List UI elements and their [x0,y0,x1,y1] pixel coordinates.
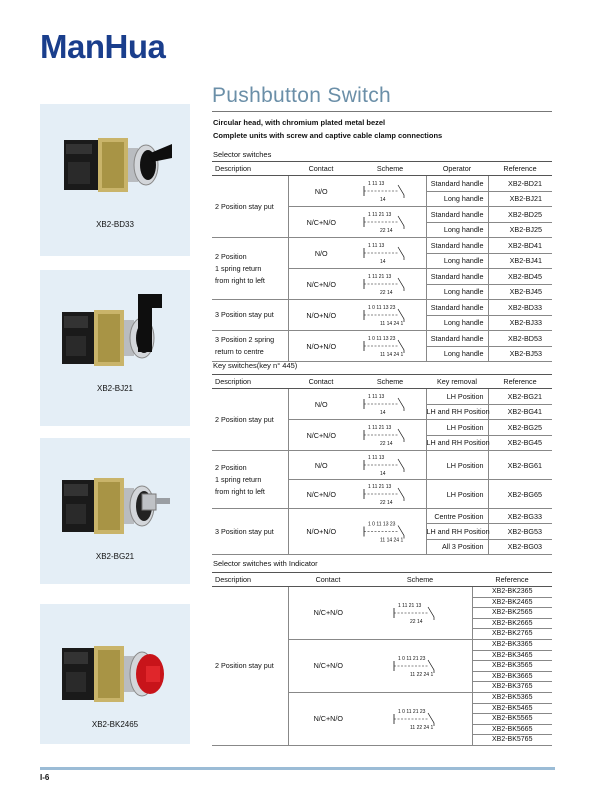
contact-scheme-diagram [358,269,422,299]
product-caption: XB2-BG21 [95,552,135,561]
row-operator: Standard handle [426,207,488,223]
contact-scheme-diagram [358,238,422,268]
column-header: Contact [288,162,354,176]
row-reference: XB2-BJ45 [488,284,552,300]
contact-scheme-diagram [388,593,452,633]
scheme-top-label: 1 11 21 13 [367,484,392,490]
row-operator: Long handle [426,315,488,331]
row-reference: XB2-BJ53 [488,346,552,362]
key-switch-image [58,458,178,542]
row-reference: XB2-BD45 [488,269,552,285]
row-reference: XB2-BK5665 [472,724,552,735]
row-reference: XB2-BK5765 [472,735,552,746]
row-contact: N/C+N/O [288,639,368,692]
scheme-bottom-label: 11 14 24 1 [379,321,404,327]
scheme-bottom-label: 14 [379,259,386,265]
page-title: Pushbutton Switch [212,84,392,107]
row-contact: N/C+N/O [288,480,354,509]
row-reference: XB2-BD53 [488,331,552,347]
row-contact: N/O+N/O [288,300,354,331]
scheme-bottom-label: 22 14 [409,618,423,625]
column-header: Operator [426,162,488,176]
key-switch-table [212,374,552,555]
contact-scheme-diagram [358,176,422,206]
row-reference: XB2-BK2365 [472,587,552,598]
contact-scheme-diagram [358,451,422,479]
row-operator: LH Position [426,420,488,436]
row-contact: N/C+N/O [288,269,354,300]
row-description: 2 Position 1 spring return from right to left [212,451,288,509]
page-number: I-6 [40,773,50,782]
scheme-bottom-label: 22 14 [379,228,393,234]
column-header: Contact [288,573,368,587]
row-description: 3 Position stay put [212,300,288,331]
row-contact: N/O [288,238,354,269]
product-panel-2 [40,270,190,426]
row-operator: LH and RH Position [426,404,488,420]
scheme-bottom-label: 14 [379,197,386,203]
row-scheme [354,300,426,331]
row-reference: XB2-BG25 [488,420,552,436]
section-title-indicator: Selector switches with Indicator [213,559,318,568]
contact-scheme-diagram [358,300,422,330]
scheme-top-label: 1 11 21 13 [367,274,392,280]
scheme-top-label: 1 11 13 [367,394,385,400]
contact-scheme-diagram [358,509,422,554]
row-reference: XB2-BG03 [488,539,552,554]
column-header: Description [212,162,288,176]
scheme-bottom-label: 14 [379,410,386,416]
row-operator: Standard handle [426,300,488,316]
row-description: 3 Position 2 spring return to centre [212,331,288,362]
row-operator: Long handle [426,222,488,238]
row-scheme [354,331,426,362]
row-operator: All 3 Position [426,539,488,554]
row-scheme [368,639,472,692]
column-header: Description [212,573,288,587]
column-header: Contact [288,375,354,389]
row-scheme [354,389,426,420]
row-contact: N/O+N/O [288,509,354,555]
scheme-top-label: 1 0 11 21 23 [397,708,426,715]
row-scheme [368,692,472,745]
row-reference: XB2-BJ41 [488,253,552,269]
column-header: Scheme [354,162,426,176]
row-description: 2 Position 1 spring return from right to left [212,238,288,300]
contact-symbol [428,607,434,620]
row-reference: XB2-BD25 [488,207,552,223]
row-operator: Centre Position [426,509,488,524]
product-panel-1 [40,104,190,256]
selector-switch-table [212,161,552,362]
row-reference: XB2-BG45 [488,435,552,451]
row-operator: LH Position [426,451,488,480]
table-header-row [212,162,552,176]
row-reference: XB2-BK2565 [472,608,552,619]
table-row [212,451,552,480]
indicator-switch-image [58,626,178,710]
row-operator: Long handle [426,284,488,300]
row-reference: XB2-BK3565 [472,661,552,672]
contact-scheme-diagram [358,480,422,508]
product-caption: XB2-BD33 [96,220,134,229]
row-operator: Long handle [426,191,488,207]
row-contact: N/O [288,176,354,207]
row-scheme [354,451,426,480]
row-scheme [368,587,472,640]
contact-scheme-diagram [358,389,422,419]
row-reference: XB2-BJ25 [488,222,552,238]
row-contact: N/C+N/O [288,420,354,451]
contact-symbol [398,488,404,501]
row-reference: XB2-BJ21 [488,191,552,207]
row-operator: Standard handle [426,269,488,285]
scheme-bottom-label: 14 [379,471,386,477]
scheme-top-label: 1 11 13 [367,243,385,249]
row-description: 2 Position stay put [212,389,288,451]
row-reference: XB2-BK3765 [472,682,552,693]
product-caption: XB2-BK2465 [91,720,139,729]
section-title-selector: Selector switches [213,150,272,159]
contact-symbol [398,216,404,229]
row-contact: N/C+N/O [288,587,368,640]
contact-symbol [398,185,404,198]
scheme-top-label: 1 11 13 [367,455,385,461]
contact-scheme-diagram [358,331,422,361]
row-operator: LH and RH Position [426,435,488,451]
product-panel-3 [40,438,190,584]
row-reference: XB2-BJ33 [488,315,552,331]
row-contact: N/C+N/O [288,207,354,238]
scheme-top-label: 1 11 21 13 [397,602,422,609]
row-reference: XB2-BG33 [488,509,552,524]
row-reference: XB2-BG41 [488,404,552,420]
scheme-bottom-label: 22 14 [379,500,393,506]
row-reference: XB2-BK5465 [472,703,552,714]
subheading-1: Circular head, with chromium plated metal bezel [213,118,386,127]
row-description: 2 Position stay put [212,176,288,238]
contact-scheme-diagram [388,699,452,739]
column-header: Scheme [354,375,426,389]
row-reference: XB2-BG53 [488,524,552,539]
row-reference: XB2-BK5365 [472,692,552,703]
row-scheme [354,420,426,451]
row-scheme [354,176,426,207]
row-operator: Long handle [426,253,488,269]
contact-symbol [398,429,404,442]
row-reference: XB2-BK2465 [472,597,552,608]
product-caption: XB2-BJ21 [96,384,134,393]
scheme-bottom-label: 11 14 24 1 [379,537,404,544]
scheme-bottom-label: 11 14 24 1 [379,352,404,358]
scheme-top-label: 1 11 21 13 [367,212,392,218]
scheme-top-label: 1 11 13 [367,181,385,187]
indicator-switch-table [212,572,552,746]
column-header: Scheme [368,573,472,587]
row-reference: XB2-BK3665 [472,671,552,682]
scheme-bottom-label: 22 14 [379,441,393,447]
row-contact: N/C+N/O [288,692,368,745]
column-header: Key removal [426,375,488,389]
table-row [212,300,552,316]
table-row [212,389,552,405]
contact-symbol [398,278,404,291]
scheme-top-label: 1 0 11 21 23 [397,655,426,662]
row-operator: Standard handle [426,331,488,347]
contact-scheme-diagram [388,646,452,686]
scheme-top-label: 1 0 11 13 23 [367,305,396,311]
row-reference: XB2-BD21 [488,176,552,192]
contact-scheme-diagram [358,420,422,450]
column-header: Reference [472,573,552,587]
row-reference: XB2-BK3465 [472,650,552,661]
row-contact: N/O [288,389,354,420]
footer-divider [40,767,555,770]
section-title-key: Key switches(key n° 445) [213,361,298,370]
brand-logo: ManHua [40,28,166,65]
row-operator: LH Position [426,480,488,509]
table-row [212,331,552,347]
scheme-top-label: 1 0 11 13 23 [367,336,396,342]
row-scheme [354,480,426,509]
row-reference: XB2-BG61 [488,451,552,480]
subheading-2: Complete units with screw and captive cable clamp connections [213,131,443,140]
row-operator: LH and RH Position [426,524,488,539]
row-scheme [354,238,426,269]
long-handle-switch-image [58,290,178,374]
row-description: 2 Position stay put [212,587,288,746]
column-header: Description [212,375,288,389]
row-operator: Standard handle [426,176,488,192]
row-reference: XB2-BK2765 [472,629,552,640]
row-reference: XB2-BG21 [488,389,552,405]
contact-symbol [398,398,404,411]
title-divider [212,111,552,112]
column-header: Reference [488,375,552,389]
table-header-row [212,573,552,587]
product-panel-4 [40,604,190,744]
row-reference: XB2-BK2665 [472,618,552,629]
selector-switch-image [60,122,175,204]
table-row [212,509,552,524]
contact-symbol [398,247,404,260]
row-reference: XB2-BG65 [488,480,552,509]
scheme-bottom-label: 11 22 24 1 [409,671,434,678]
row-contact: N/O [288,451,354,480]
contact-symbol [398,459,404,472]
row-contact: N/O+N/O [288,331,354,362]
table-row [212,587,552,598]
row-scheme [354,269,426,300]
row-reference: XB2-BK5565 [472,714,552,725]
contact-scheme-diagram [358,207,422,237]
table-row [212,176,552,192]
scheme-top-label: 1 11 21 13 [367,425,392,431]
row-operator: Long handle [426,346,488,362]
scheme-bottom-label: 22 14 [379,290,393,296]
row-reference: XB2-BD41 [488,238,552,254]
row-operator: LH Position [426,389,488,405]
table-row [212,238,552,254]
row-operator: Standard handle [426,238,488,254]
table-header-row [212,375,552,389]
row-description: 3 Position stay put [212,509,288,555]
row-reference: XB2-BK3365 [472,639,552,650]
scheme-top-label: 1 0 11 13 23 [367,521,396,528]
row-scheme [354,207,426,238]
scheme-bottom-label: 11 22 24 1 [409,724,434,731]
column-header: Reference [488,162,552,176]
row-reference: XB2-BD33 [488,300,552,316]
row-scheme [354,509,426,555]
